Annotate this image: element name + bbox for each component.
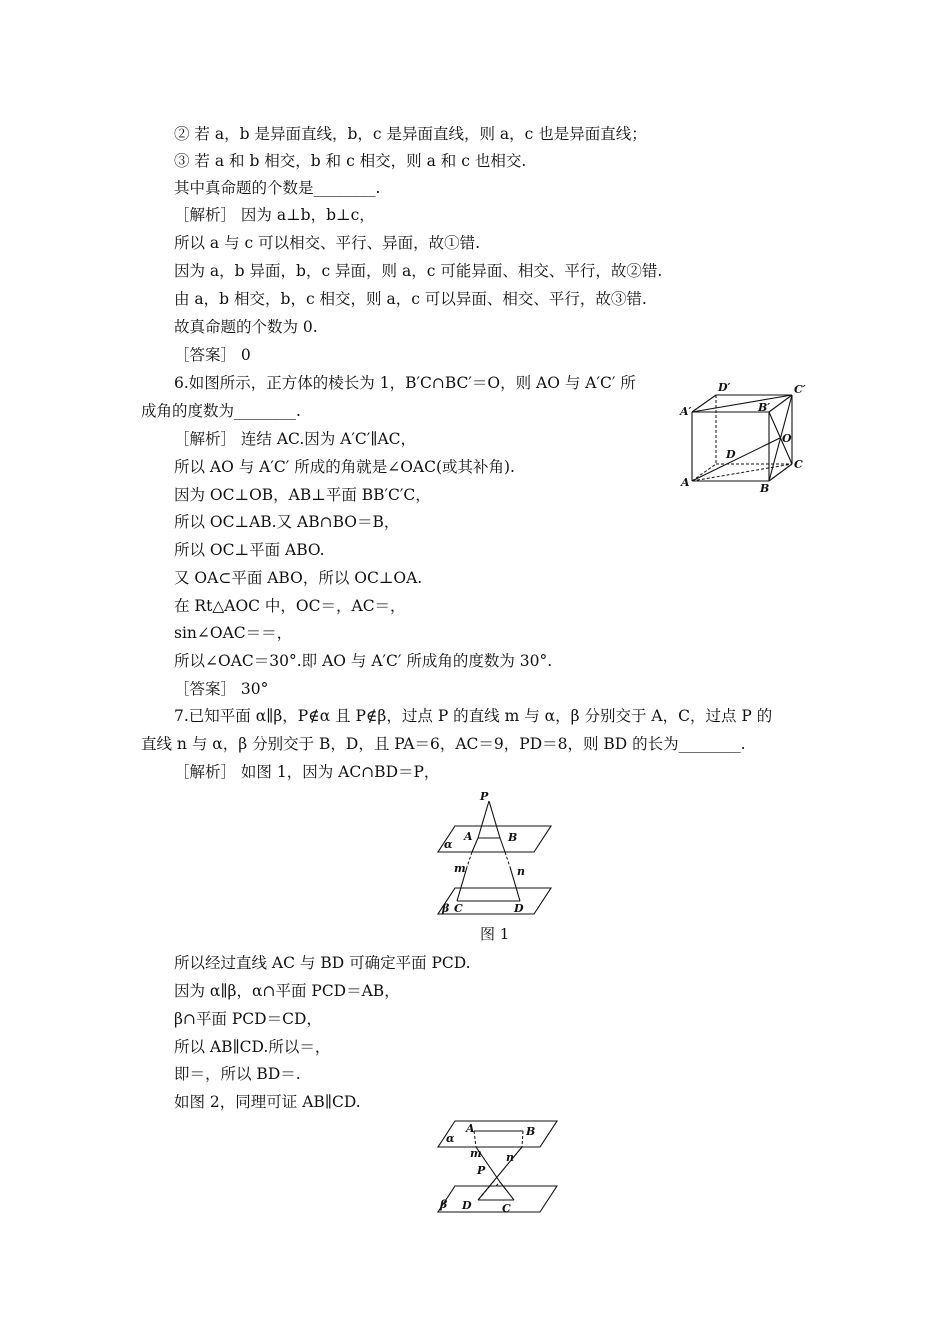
- cube-figure: [672, 378, 820, 496]
- text-line: 所以∠OAC＝30°.即 AO 与 A′C′ 所成角的度数为 30°.: [174, 652, 553, 670]
- fig2-label: n: [506, 1151, 514, 1164]
- text-line: 又 OA⊂平面 ABO，所以 OC⊥OA.: [174, 569, 423, 587]
- cube-label: O: [782, 432, 792, 445]
- text-line: 由 a，b 相交，b，c 相交，则 a，c 可以异面、相交、平行，故③错.: [174, 290, 647, 308]
- fig2-label: P: [477, 1164, 486, 1177]
- text-line: 在 Rt△AOC 中，OC＝，AC＝，: [174, 597, 406, 615]
- cube-label: D′: [718, 381, 731, 394]
- text-line: 7.已知平面 α∥β，P∉α 且 P∉β，过点 P 的直线 m 与 α，β 分别交于 A，C，过点 P 的: [174, 707, 773, 725]
- fig2-label: m: [470, 1147, 482, 1160]
- text-line: 所以 a 与 c 可以相交、平行、异面，故①错.: [174, 234, 481, 252]
- figure-1: [430, 788, 560, 918]
- text-line: 成角的度数为________.: [141, 402, 301, 420]
- text-line: 如图 2，同理可证 AB∥CD.: [174, 1093, 361, 1111]
- text-line: ［解析］ 如图 1，因为 AC∩BD＝P，: [174, 763, 440, 781]
- text-line: β∩平面 PCD＝CD，: [174, 1010, 322, 1028]
- text-line: ［解析］ 因为 a⊥b，b⊥c，: [174, 206, 375, 224]
- fig2-label: A: [466, 1122, 475, 1135]
- cube-label: A: [681, 476, 690, 489]
- text-line: 直线 n 与 α，β 分别交于 B，D，且 PA＝6，AC＝9，PD＝8，则 BD 的长为________.: [141, 735, 746, 753]
- fig1-label: D: [514, 902, 524, 915]
- cube-label: C′: [794, 383, 806, 396]
- figure-1-caption: 图 1: [480, 925, 510, 943]
- fig1-label: α: [444, 838, 453, 851]
- text-line: 所以 AB∥CD.所以＝，: [174, 1038, 331, 1056]
- cube-label: C: [794, 458, 803, 471]
- text-line: 所以经过直线 AC 与 BD 可确定平面 PCD.: [174, 954, 471, 972]
- fig1-label: n: [517, 865, 525, 878]
- cube-label: A′: [680, 405, 692, 418]
- fig2-label: β: [440, 1198, 448, 1211]
- fig1-label: m: [454, 862, 466, 875]
- text-line: 故真命题的个数为 0.: [174, 318, 318, 336]
- fig1-label: A: [464, 830, 473, 843]
- cube-label: D: [726, 448, 736, 461]
- text-line: ［解析］ 连结 AC.因为 A′C′∥AC，: [174, 430, 417, 448]
- text-line: sin∠OAC＝＝，: [174, 624, 293, 642]
- text-line: ［答案］ 30°: [174, 680, 269, 698]
- fig1-label: P: [480, 790, 489, 803]
- text-line: 即＝，所以 BD＝.: [174, 1065, 301, 1083]
- text-line: ② 若 a，b 是异面直线，b，c 是异面直线，则 a，c 也是异面直线；: [174, 125, 647, 143]
- fig2-label: α: [446, 1132, 455, 1145]
- fig1-label: B: [508, 831, 518, 844]
- text-line: 因为 OC⊥OB，AB⊥平面 BB′C′C，: [174, 486, 431, 504]
- figure-2: [430, 1118, 560, 1218]
- fig1-label: β: [442, 902, 450, 915]
- text-line: 6.如图所示，正方体的棱长为 1，B′C∩BC′＝O，则 AO 与 A′C′ 所: [174, 374, 636, 392]
- fig2-label: C: [502, 1202, 511, 1215]
- text-line: 因为 α∥β，α∩平面 PCD＝AB，: [174, 982, 400, 1000]
- text-line: 因为 a，b 异面，b，c 异面，则 a，c 可能异面、相交、平行，故②错.: [174, 262, 663, 280]
- text-line: ③ 若 a 和 b 相交，b 和 c 相交，则 a 和 c 也相交.: [174, 152, 527, 170]
- text-line: ［答案］ 0: [174, 346, 251, 364]
- fig2-label: B: [526, 1125, 536, 1138]
- text-line: 所以 OC⊥AB.又 AB∩BO＝B，: [174, 513, 400, 531]
- fig1-label: C: [454, 902, 463, 915]
- cube-label: B: [760, 482, 770, 495]
- cube-label: B′: [758, 401, 771, 414]
- text-line: 所以 OC⊥平面 ABO.: [174, 541, 325, 559]
- fig2-label: D: [462, 1199, 472, 1212]
- text-line: 所以 AO 与 A′C′ 所成的角就是∠OAC(或其补角).: [174, 458, 515, 476]
- text-line: 其中真命题的个数是________.: [174, 179, 381, 197]
